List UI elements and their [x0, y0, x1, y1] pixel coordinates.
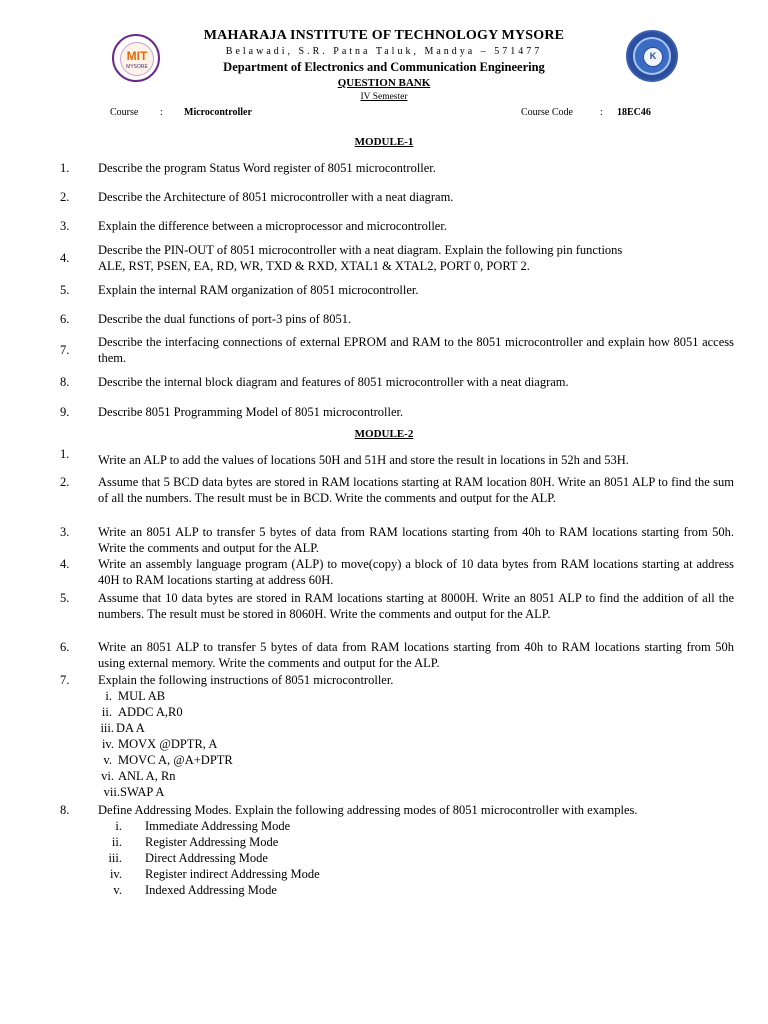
- roman-numeral: ii.: [101, 705, 112, 719]
- instruction-text: ADDC A,R0: [118, 705, 183, 719]
- roman-numeral: vi.: [101, 769, 114, 783]
- addressing-mode-text: Immediate Addressing Mode: [145, 819, 291, 833]
- roman-numeral: i.: [115, 819, 122, 833]
- question-text: Assume that 10 data bytes are stored in RAM locations starting at 8000H. Write an 8051 ALP to find the addition of all the numbers. The result must be stored in 8060H. Write the comments and output for the ALP.: [98, 591, 734, 621]
- question-number: 5.: [60, 591, 70, 605]
- question-text: Describe the interfacing connections of external EPROM and RAM to the 8051 microcontroller and explain how 8051 access them.: [98, 335, 734, 365]
- question-number: 1.: [60, 161, 70, 175]
- roman-numeral: iv.: [109, 867, 122, 881]
- question-text: Explain the internal RAM organization of 8051 microcontroller.: [98, 283, 419, 297]
- semester-label: IV Semester: [360, 92, 408, 102]
- question-number: 2.: [60, 190, 70, 204]
- roman-numeral: ii.: [111, 835, 122, 849]
- roman-numeral: i.: [105, 689, 112, 703]
- question-text: Describe the dual functions of port-3 pins of 8051.: [98, 312, 352, 326]
- question-number: 8.: [60, 803, 70, 817]
- module-2-heading: MODULE-2: [354, 428, 414, 440]
- question-number: 5.: [60, 283, 70, 297]
- question-text: Describe the PIN-OUT of 8051 microcontroller with a neat diagram. Explain the following pin functions: [98, 243, 623, 257]
- question-number: 6.: [60, 640, 70, 654]
- question-number: 3.: [60, 525, 70, 539]
- question-text: Write an 8051 ALP to transfer 5 bytes of data from RAM locations starting from 40h to RAM locations starting from 50h. Write the comments and output for the ALP.: [98, 525, 734, 555]
- question-text: Describe the Architecture of 8051 microcontroller with a neat diagram.: [98, 190, 454, 204]
- addressing-mode-text: Register indirect Addressing Mode: [145, 867, 320, 881]
- course-value: Microcontroller: [184, 107, 252, 118]
- module-1-heading: MODULE-1: [354, 136, 414, 148]
- question-text: Define Addressing Modes. Explain the following addressing modes of 8051 microcontroller with examples.: [98, 803, 638, 817]
- course-label: Course: [110, 107, 139, 118]
- question-text: Write an ALP to add the values of locations 50H and 51H and store the result in locations in 52h and 53H.: [98, 453, 629, 467]
- question-number: 6.: [60, 312, 70, 326]
- question-text: Describe the program Status Word register of 8051 microcontroller.: [98, 161, 436, 175]
- mit-logo-subtext: MYSORE: [126, 64, 148, 70]
- question-text: Describe 8051 Programming Model of 8051 microcontroller.: [98, 405, 404, 419]
- course-colon: :: [160, 107, 163, 118]
- instruction-text: MUL AB: [118, 689, 166, 703]
- question-text: Describe the internal block diagram and features of 8051 microcontroller with a neat diagram.: [98, 375, 569, 389]
- question-number: 1.: [60, 447, 70, 461]
- department-name: Department of Electronics and Communication Engineering: [223, 60, 545, 74]
- roman-numeral: iv.: [101, 737, 114, 751]
- question-number: 3.: [60, 219, 70, 233]
- instruction-text: DA A: [116, 721, 145, 735]
- instruction-text: MOVC A, @A+DPTR: [118, 753, 233, 767]
- instruction-text: ANL A, Rn: [118, 769, 176, 783]
- addressing-mode-text: Register Addressing Mode: [145, 835, 279, 849]
- question-text: Assume that 5 BCD data bytes are stored in RAM locations starting at RAM location 80H. Write an 8051 ALP to find the sum of all the numbers. The result must be in BCD. Write the comments and output for the ALP.: [98, 475, 734, 505]
- question-text-line2: ALE, RST, PSEN, EA, RD, WR, TXD & RXD, XTAL1 & XTAL2, PORT 0, PORT 2.: [98, 259, 530, 273]
- course-code-colon: :: [600, 107, 603, 118]
- course-code-label: Course Code: [521, 107, 573, 118]
- question-text: Write an 8051 ALP to transfer 5 bytes of data from RAM locations starting from 40h to RAM locations starting from 50h using external memory. Write the comments and output for the ALP.: [98, 640, 734, 670]
- question-number: 9.: [60, 405, 70, 419]
- roman-numeral: iii.: [100, 721, 114, 735]
- institute-name: MAHARAJA INSTITUTE OF TECHNOLOGY MYSORE: [203, 28, 565, 43]
- question-text: Explain the difference between a microprocessor and microcontroller.: [98, 219, 447, 233]
- seal-emblem-text: K: [649, 51, 657, 61]
- question-number: 2.: [60, 475, 70, 489]
- question-number: 4.: [60, 251, 70, 265]
- question-text: Write an assembly language program (ALP) to move(copy) a block of 10 data bytes from RAM locations starting at address 40H to RAM locations starting at address 60H.: [98, 557, 734, 587]
- addressing-mode-text: Indexed Addressing Mode: [145, 883, 277, 897]
- addressing-mode-text: Direct Addressing Mode: [145, 851, 268, 865]
- document-title: QUESTION BANK: [337, 77, 431, 89]
- question-number: 8.: [60, 375, 70, 389]
- instruction-text: MOVX @DPTR, A: [118, 737, 218, 751]
- mit-logo-text: MIT: [126, 49, 148, 63]
- course-code-value: 18EC46: [617, 107, 651, 118]
- institute-address: Belawadi, S.R. Patna Taluk, Mandya – 571477: [225, 46, 543, 57]
- roman-numeral: v.: [103, 753, 112, 767]
- question-number: 7.: [60, 673, 70, 687]
- roman-numeral: vii.: [103, 785, 120, 799]
- question-number: 4.: [60, 557, 70, 571]
- roman-numeral: iii.: [108, 851, 122, 865]
- question-number: 7.: [60, 343, 70, 357]
- instruction-text: SWAP A: [120, 785, 165, 799]
- question-text: Explain the following instructions of 8051 microcontroller.: [98, 673, 394, 687]
- roman-numeral: v.: [113, 883, 122, 897]
